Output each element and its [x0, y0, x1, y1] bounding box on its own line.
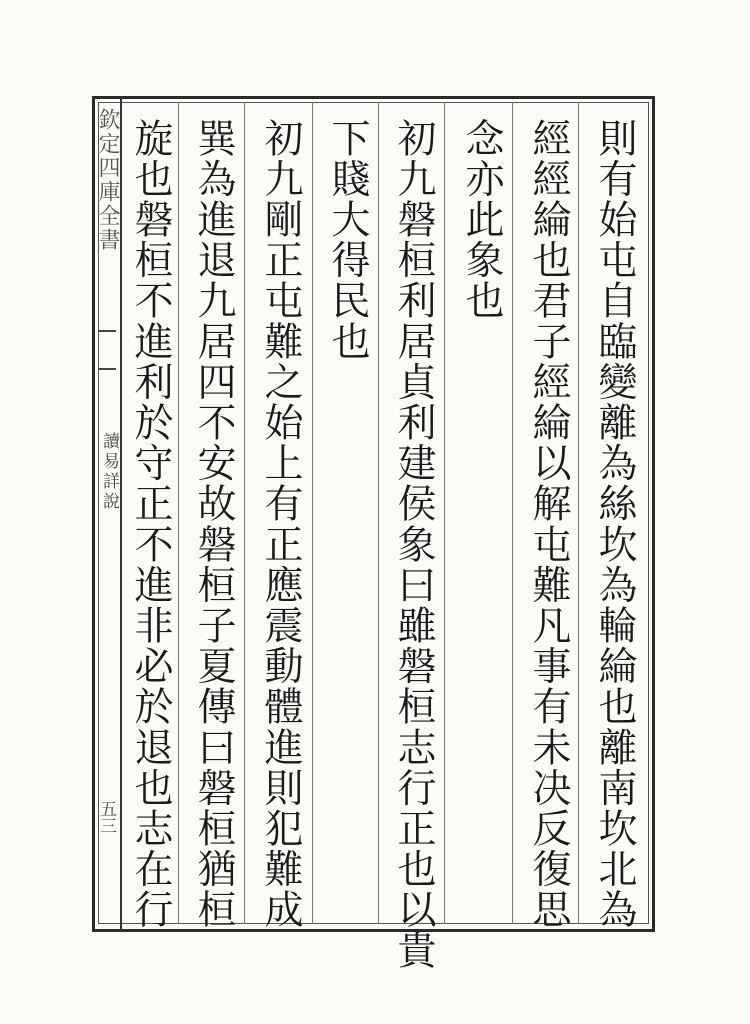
column-rule — [178, 102, 179, 924]
text-column-4: 初九磐桓利居貞利建侯象曰雖磐桓志行正也以貴 — [391, 118, 436, 971]
column-rule — [312, 102, 313, 924]
text-column-8: 旋也磐桓不進利於守正不進非必於退也志在行 — [128, 118, 173, 930]
text-column-5: 下賤大得民也 — [325, 118, 370, 362]
volume-title: 讀易詳說 — [99, 432, 119, 512]
text-column-3: 念亦此象也 — [459, 118, 504, 321]
text-column-6: 初九剛正屯難之始上有正應震動體進則犯難成 — [258, 118, 303, 930]
column-rule — [444, 102, 445, 924]
column-rule — [378, 102, 379, 924]
text-column-2: 經經綸也君子經綸以解屯難凡事有未决反復思 — [526, 118, 571, 930]
text-column-7: 巽為進退九居四不安故磐桓子夏傳曰磐桓猶桓 — [191, 118, 236, 930]
fish-tail-mark — [98, 330, 116, 370]
text-column-1: 則有始屯自臨變離為絲坎為輪綸也離南坎北為 — [592, 118, 637, 930]
book-title: 欽定四庫全書 — [95, 108, 120, 252]
column-rule — [512, 102, 513, 924]
column-rule — [578, 102, 579, 924]
page-number: 五三 — [96, 800, 116, 834]
column-rule — [244, 102, 245, 924]
